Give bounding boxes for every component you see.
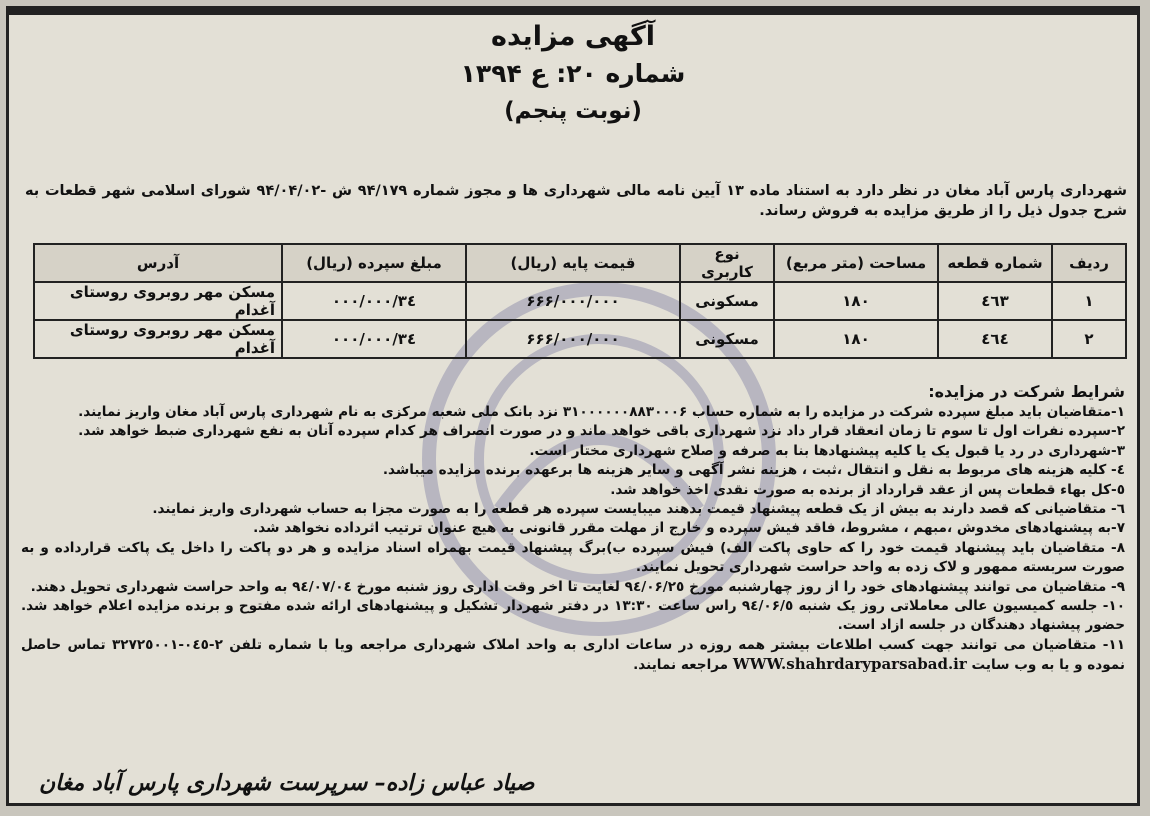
condition-item: ۳-شهرداری در رد یا قبول یک یا کلیه پیشنهادها بنا به صرفه و صلاح شهرداری مختار است. bbox=[529, 442, 1125, 459]
table-row bbox=[34, 282, 1126, 320]
condition-item: ۲-سپرده نفرات اول تا سوم تا زمان انعقاد قرار داد نزد شهرداری باقی خواهد ماند و در صورت انصراف هر کدام سپرده آنان به نفع شهرداری ضبط خواهد شد. bbox=[78, 423, 1125, 440]
cell-lot-number: ٤٦٣ bbox=[938, 282, 1052, 320]
col-deposit: مبلغ سپرده (ریال) bbox=[282, 244, 466, 282]
cell-base-price: ۶۶۶/۰۰۰/۰۰۰ bbox=[466, 320, 680, 358]
col-usage: نوع کاربری bbox=[680, 244, 774, 282]
cell-lot-number: ٤٦٤ bbox=[938, 320, 1052, 358]
lots-table bbox=[33, 243, 1127, 359]
condition-item-text: ۱۱- متقاضیان می توانند جهت کسب اطلاعات بیشتر همه روزه در ساعات اداری به واحد املاک شهرداری مراجعه ویا با شماره تلفن ۲-۰٤٥-۳۲۷۲٥۰۰۱ تماس حاصل نموده و یا به وب سایت bbox=[21, 636, 1125, 674]
table-header-row bbox=[34, 244, 1126, 282]
notice-title: آگهی مزایده bbox=[491, 21, 655, 52]
cell-row: ۲ bbox=[1052, 320, 1126, 358]
top-rule bbox=[9, 9, 1137, 15]
col-address: آدرس bbox=[34, 244, 282, 282]
cell-base-price: ۶۶۶/۰۰۰/۰۰۰ bbox=[466, 282, 680, 320]
cell-area: ۱۸۰ bbox=[774, 320, 938, 358]
cell-row: ۱ bbox=[1052, 282, 1126, 320]
cell-usage: مسکونی bbox=[680, 320, 774, 358]
col-lot-number: شماره قطعه bbox=[938, 244, 1052, 282]
condition-item: ٥-کل بهاء قطعات پس از عقد قرارداد از برنده به صورت نقدی اخذ خواهد شد. bbox=[610, 481, 1125, 498]
table-row bbox=[34, 320, 1126, 358]
condition-item: ۸- متقاضیان باید پیشنهاد قیمت خود را که حاوی پاکت الف) فیش سپرده ب)برگ پیشنهاد قیمت بهمراه اسناد مزایده و هر دو پاکت را داخل یک پاکت قرارداده و به صورت سربسته ممهور و لاک زده به واحد حراست شهرداری تحویل نمایند. bbox=[21, 539, 1125, 576]
notice-round: (نوبت پنجم) bbox=[504, 98, 642, 124]
condition-item: ۱۰- جلسه کمیسیون عالی معاملاتی روز یک شنبه ۹٤/۰۶/٥ راس ساعت ۱۳:۳۰ در دفتر شهردار تشکیل و پیشنهادهای ارائه شده مفتوح و برنده مزایده اعلام خواهد شد. حضور پیشنهاد دهندگان در جلسه ازاد است. bbox=[21, 598, 1125, 634]
condition-item: ۹- متقاضیان می توانند پیشنهادهای خود را از روز چهارشنبه مورخ ۹٤/۰۶/۲٥ لغایت تا اخر وقت اداری روز شنبه مورخ ۹٤/۰۷/۰٤ به واحد حراست شهرداری تحویل دهند. bbox=[30, 578, 1125, 595]
cell-deposit: ۳٤/۰۰۰/۰۰۰ bbox=[282, 320, 466, 358]
cell-deposit: ۳٤/۰۰۰/۰۰۰ bbox=[282, 282, 466, 320]
notice-number: شماره ۲۰: ع ۱۳۹۴ bbox=[460, 59, 686, 88]
col-row: ردیف bbox=[1052, 244, 1126, 282]
notice-intro: شهرداری پارس آباد مغان در نظر دارد به استناد ماده ۱۳ آیین نامه مالی شهرداری ها و مجوز شماره ۹۴/۱۷۹ ش -۹۴/۰۴/۰۲ شورای اسلامی شهر قطعات به شرح جدول ذیل را از طریق مزایده به فروش رساند. bbox=[25, 183, 1128, 219]
cell-usage: مسکونی bbox=[680, 282, 774, 320]
condition-item-suffix: مراجعه نمایند. bbox=[633, 657, 729, 674]
website-link[interactable]: WWW.shahrdaryparsabad.ir bbox=[732, 655, 967, 674]
conditions-heading: شرایط شرکت در مزایده: bbox=[928, 382, 1125, 401]
cell-area: ۱۸۰ bbox=[774, 282, 938, 320]
conditions-section bbox=[21, 381, 1125, 676]
condition-item: ٧-به پیشنهادهای مخدوش ،مبهم ، مشروط، فاقد فیش سپرده و خارج از مهلت مقرر قانونی به هیچ عنوان ترتیب اثرداده نخواهد شد. bbox=[253, 520, 1125, 537]
cell-address: مسکن مهر روبروی روستای آغدام bbox=[34, 282, 282, 320]
signature: صیاد عباس زاده– سرپرست شهرداری پارس آباد مغان bbox=[39, 771, 535, 796]
condition-item: ٦- متقاضیانی که قصد دارند به بیش از یک قطعه پیشنهاد قیمت بدهند میبایست سپرده هر قطعه را به صورت مجزا به حساب شهرداری واریز نمایند. bbox=[152, 501, 1125, 518]
condition-item: ٤- کلیه هزینه های مربوط به نقل و انتقال ،ثبت ، هزینه نشر آگهی و سایر هزینه ها برعهده برنده مزایده میباشد. bbox=[382, 462, 1125, 479]
cell-address: مسکن مهر روبروی روستای آغدام bbox=[34, 320, 282, 358]
condition-item: ۱-متقاضیان باید مبلغ سپرده شرکت در مزایده را به شماره حساب ۳۱۰۰۰۰۰۰۸۸۳۰۰۰۶ نزد بانک ملی شعبه مرکزی به نام شهرداری پارس آباد مغان واریز نمایند. bbox=[78, 404, 1125, 420]
condition-item-last bbox=[21, 636, 1125, 676]
notice-header bbox=[9, 19, 1137, 127]
auction-notice bbox=[6, 6, 1140, 806]
col-area: مساحت (متر مربع) bbox=[774, 244, 938, 282]
col-base-price: قیمت پایه (ریال) bbox=[466, 244, 680, 282]
